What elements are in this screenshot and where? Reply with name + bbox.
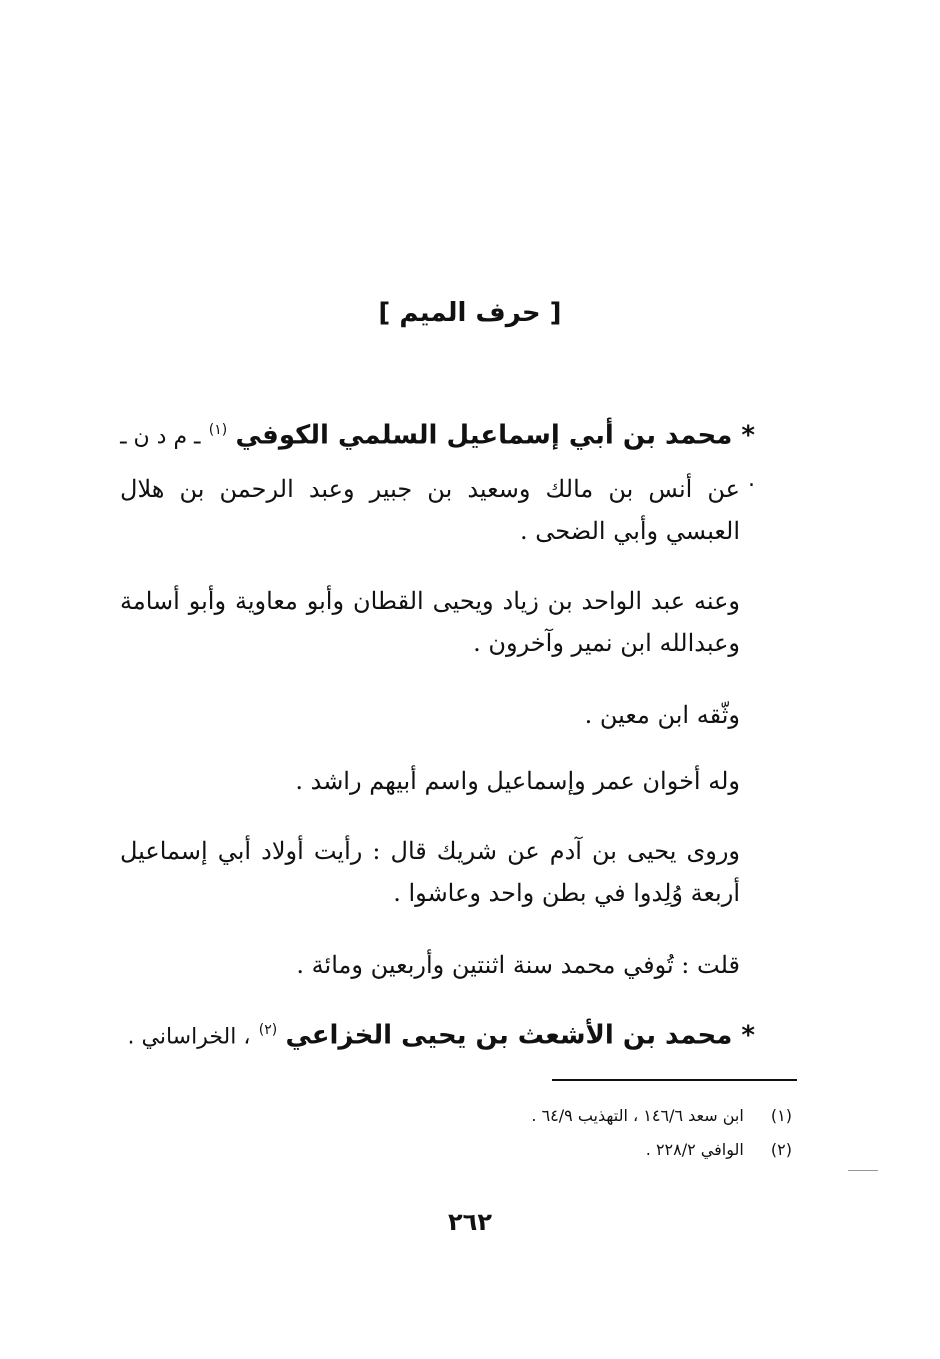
page-number: ٢٦٢ <box>448 1208 492 1236</box>
footnote-text: ابن سعد ١٤٦/٦ ، التهذيب ٦٤/٩ . <box>531 1106 744 1125</box>
entry-heading <box>115 1010 755 1058</box>
footnote-divider <box>552 1079 797 1081</box>
footnote-number: (٢) <box>770 1140 792 1159</box>
paragraph: عن أنس بن مالك وسعيد بن جبير وعبد الرحمن بن هلال العبسي وأبي الضحى . <box>120 475 740 545</box>
section-title: [ حرف الميم ] <box>378 298 562 328</box>
entry-sigla: ، الخراساني . <box>127 1024 251 1050</box>
footnote-ref: (٢) <box>258 1022 278 1038</box>
paragraph: قلت : تُوفي محمد سنة اثنتين وأربعين ومائة . <box>296 951 740 979</box>
paragraph: وله أخوان عمر وإسماعيل واسم أبيهم راشد . <box>295 767 740 795</box>
entry-sigla: ـ م د ن ـ . <box>120 424 755 492</box>
paragraph: وعنه عبد الواحد بن زياد ويحيى القطان وأبو معاوية وأبو أسامة وعبدالله ابن نمير وآخرون . <box>120 587 740 657</box>
scan-edge-mark <box>848 1170 878 1171</box>
footnote-text: الوافي ٢٢٨/٢ . <box>645 1140 744 1159</box>
footnote <box>292 1138 792 1162</box>
footnote <box>292 1104 792 1128</box>
entry-name: * محمد بن الأشعث بن يحيى الخزاعي <box>285 1020 755 1051</box>
paragraph: وروى يحيى بن آدم عن شريك قال : رأيت أولاد أبي إسماعيل أربعة وُلِدوا في بطن واحد وعاشوا . <box>120 837 740 907</box>
footnote-ref: (١) <box>208 422 228 438</box>
entry-name: * محمد بن أبي إسماعيل السلمي الكوفي <box>235 420 755 451</box>
footnote-number: (١) <box>770 1106 792 1125</box>
paragraph: وثّقه ابن معين . <box>584 701 740 729</box>
